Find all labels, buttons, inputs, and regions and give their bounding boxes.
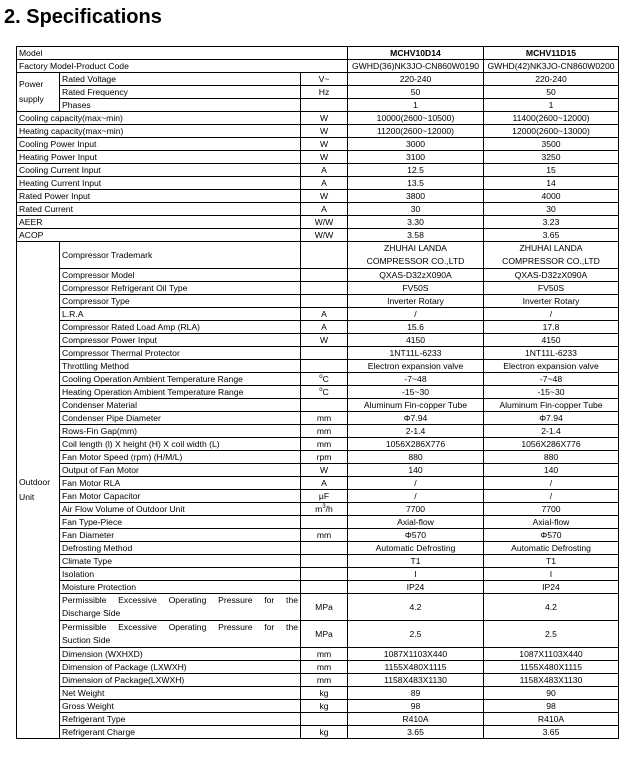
unit-cell: W [301, 138, 348, 151]
model-header-2: MCHV11D15 [484, 47, 619, 60]
value-model-1: 4.2 [348, 594, 484, 621]
value-model-1: 3000 [348, 138, 484, 151]
value-model-2: 1 [484, 99, 619, 112]
value-model-2: 3.65 [484, 229, 619, 242]
value-model-1: 3.58 [348, 229, 484, 242]
value-model-1: Φ570 [348, 529, 484, 542]
unit-cell: W [301, 125, 348, 138]
table-row [17, 282, 619, 295]
unit-cell [301, 386, 348, 399]
value-model-2: 98 [484, 700, 619, 713]
table-row-air-flow [17, 503, 619, 516]
param-label: Condenser Pipe Diameter [60, 412, 301, 425]
value-model-2: Φ570 [484, 529, 619, 542]
value-model-1: / [348, 308, 484, 321]
param-label: Dimension (WXHXD) [60, 648, 301, 661]
table-row [17, 490, 619, 503]
table-row [17, 177, 619, 190]
value-model-1: Axial-flow [348, 516, 484, 529]
value-model-1: 880 [348, 451, 484, 464]
value-line: ZHUHAI LANDA [383, 243, 448, 253]
param-label: Rows-Fin Gap(mm) [60, 425, 301, 438]
value-model-2: 1155X480X1115 [484, 661, 619, 674]
unit-cell: A [301, 177, 348, 190]
value-model-1: 98 [348, 700, 484, 713]
value-model-2: 2.5 [484, 621, 619, 648]
value-model-2: 4.2 [484, 594, 619, 621]
param-label: Defrosting Method [60, 542, 301, 555]
value-line: ZHUHAI LANDA [519, 243, 583, 253]
unit-cell: rpm [301, 451, 348, 464]
value-model-1: / [348, 477, 484, 490]
table-row-model [17, 47, 619, 60]
unit-cell: W/W [301, 229, 348, 242]
param-label: Phases [60, 99, 301, 112]
unit-cell [301, 360, 348, 373]
value-model-1 [348, 242, 484, 269]
param-label: Compressor Trademark [60, 242, 301, 269]
table-row [17, 308, 619, 321]
param-label [60, 621, 301, 648]
unit-cell [301, 282, 348, 295]
value-model-2: 4000 [484, 190, 619, 203]
unit-cell: W [301, 334, 348, 347]
value-model-2: 11400(2600~12000) [484, 112, 619, 125]
value-model-1: Inverter Rotary [348, 295, 484, 308]
value-model-1: 12.5 [348, 164, 484, 177]
value-model-1: 50 [348, 86, 484, 99]
param-line: Permissible Excessive Operating Pressure for the [62, 622, 298, 632]
value-model-1: 140 [348, 464, 484, 477]
unit-cell [301, 713, 348, 726]
value-model-2: QXAS-D32zX090A [484, 269, 619, 282]
unit-cell: mm [301, 648, 348, 661]
value-model-2: 1NT11L-6233 [484, 347, 619, 360]
value-model-2: IP24 [484, 581, 619, 594]
value-model-2: R410A [484, 713, 619, 726]
value-model-1: Aluminum Fin-copper Tube [348, 399, 484, 412]
value-model-2: 7700 [484, 503, 619, 516]
table-row [17, 726, 619, 739]
value-model-2: 30 [484, 203, 619, 216]
unit-cell [301, 269, 348, 282]
value-model-1: R410A [348, 713, 484, 726]
value-model-1: 1155X480X1115 [348, 661, 484, 674]
value-model-1: IP24 [348, 581, 484, 594]
param-label: Cooling Current Input [17, 164, 301, 177]
table-row [17, 687, 619, 700]
value-model-2: 12000(2600~13000) [484, 125, 619, 138]
unit-cell: MPa [301, 621, 348, 648]
value-model-1: 30 [348, 203, 484, 216]
value-model-1: 1087X1103X440 [348, 648, 484, 661]
value-model-2: Axial-flow [484, 516, 619, 529]
value-model-2: 2-1.4 [484, 425, 619, 438]
value-model-2: I [484, 568, 619, 581]
value-model-2: 3250 [484, 151, 619, 164]
param-label: Heating capacity(max~min) [17, 125, 301, 138]
param-label: Net Weight [60, 687, 301, 700]
value-model-2: FV50S [484, 282, 619, 295]
unit-cell: mm [301, 425, 348, 438]
table-row-pressure [17, 594, 619, 621]
unit-cell: W [301, 151, 348, 164]
table-row [17, 99, 619, 112]
value-model-2: 3500 [484, 138, 619, 151]
table-row [17, 581, 619, 594]
param-label: Air Flow Volume of Outdoor Unit [60, 503, 301, 516]
value-model-1: 13.5 [348, 177, 484, 190]
param-label: Fan Diameter [60, 529, 301, 542]
value-model-2: 90 [484, 687, 619, 700]
param-line: Discharge Side [62, 608, 121, 618]
degree-symbol: o [319, 387, 323, 394]
param-label: Compressor Rated Load Amp (RLA) [60, 321, 301, 334]
outdoor-unit-group-label: Outdoor Unit [17, 242, 60, 739]
unit-cell: mm [301, 438, 348, 451]
value-model-2: 3.65 [484, 726, 619, 739]
value-model-1: I [348, 568, 484, 581]
value-model-1: Automatic Defrosting [348, 542, 484, 555]
unit-cell: mm [301, 529, 348, 542]
unit-cell [301, 347, 348, 360]
param-label: Heating Operation Ambient Temperature Range [60, 386, 301, 399]
value-model-2: -15~30 [484, 386, 619, 399]
table-row [17, 360, 619, 373]
unit-cell: MPa [301, 594, 348, 621]
table-row [17, 464, 619, 477]
table-row [17, 138, 619, 151]
unit-cell: W [301, 190, 348, 203]
table-row [17, 125, 619, 138]
param-label: Rated Voltage [60, 73, 301, 86]
value-line: COMPRESSOR CO.,LTD [366, 256, 465, 266]
value-model-2: 880 [484, 451, 619, 464]
unit-cell: μF [301, 490, 348, 503]
unit-cell [301, 99, 348, 112]
param-label: ACOP [17, 229, 301, 242]
value-model-2: 1087X1103X440 [484, 648, 619, 661]
unit-cell: kg [301, 700, 348, 713]
unit-text: C [322, 374, 329, 384]
param-label: Moisture Protection [60, 581, 301, 594]
unit-cell: A [301, 203, 348, 216]
param-label: Compressor Type [60, 295, 301, 308]
value-model-1: 4150 [348, 334, 484, 347]
value-model-2: Φ7.94 [484, 412, 619, 425]
value-line: COMPRESSOR CO.,LTD [502, 256, 600, 266]
table-row [17, 229, 619, 242]
value-model-1: 1056X286X776 [348, 438, 484, 451]
unit-cell: A [301, 164, 348, 177]
model-label: Model [17, 47, 348, 60]
table-row-compressor-trademark [17, 242, 619, 269]
param-label: Compressor Model [60, 269, 301, 282]
unit-cell [301, 295, 348, 308]
param-label: Throttling Method [60, 360, 301, 373]
table-row [17, 568, 619, 581]
specifications-table [16, 46, 619, 739]
param-label: Dimension of Package(LXWXH) [60, 674, 301, 687]
unit-cell [301, 399, 348, 412]
unit-cell: W [301, 464, 348, 477]
value-model-2: 50 [484, 86, 619, 99]
table-row [17, 555, 619, 568]
value-model-1: 2.5 [348, 621, 484, 648]
table-row [17, 373, 619, 386]
param-label: Refrigerant Charge [60, 726, 301, 739]
unit-superscript: 3 [322, 504, 326, 511]
value-model-1: 1158X483X1130 [348, 674, 484, 687]
value-model-1: 7700 [348, 503, 484, 516]
param-label: Fan Type-Piece [60, 516, 301, 529]
table-row-pressure [17, 621, 619, 648]
value-model-1: 1 [348, 99, 484, 112]
param-label: Dimension of Package (LXWXH) [60, 661, 301, 674]
value-model-2: Automatic Defrosting [484, 542, 619, 555]
param-label: Cooling capacity(max~min) [17, 112, 301, 125]
table-row [17, 269, 619, 282]
unit-cell [301, 242, 348, 269]
value-model-1: -15~30 [348, 386, 484, 399]
table-row [17, 334, 619, 347]
value-model-1: 220-240 [348, 73, 484, 86]
table-row [17, 412, 619, 425]
page-title: 2. Specifications [4, 6, 162, 28]
table-row [17, 451, 619, 464]
value-model-1: 11200(2600~12000) [348, 125, 484, 138]
table-row [17, 386, 619, 399]
value-model-1: 3800 [348, 190, 484, 203]
power-supply-group-label: Power supply [17, 73, 60, 112]
table-row [17, 438, 619, 451]
table-row [17, 295, 619, 308]
value-model-1: T1 [348, 555, 484, 568]
table-row [17, 190, 619, 203]
unit-cell: A [301, 477, 348, 490]
value-model-1: 3100 [348, 151, 484, 164]
param-label: Heating Power Input [17, 151, 301, 164]
unit-cell: kg [301, 726, 348, 739]
value-model-1: Φ7.94 [348, 412, 484, 425]
table-row [17, 216, 619, 229]
unit-cell: kg [301, 687, 348, 700]
value-model-2: Aluminum Fin-copper Tube [484, 399, 619, 412]
param-label: L.R.A [60, 308, 301, 321]
value-model-2: T1 [484, 555, 619, 568]
param-label: Cooling Power Input [17, 138, 301, 151]
unit-cell: A [301, 321, 348, 334]
factory-code-value-2: GWHD(42)NK3JO-CN860W0200 [484, 60, 619, 73]
param-label: Fan Motor Speed (rpm) (H/M/L) [60, 451, 301, 464]
param-label: Refrigerant Type [60, 713, 301, 726]
param-label: Compressor Refrigerant Oil Type [60, 282, 301, 295]
unit-cell: mm [301, 674, 348, 687]
unit-cell: V~ [301, 73, 348, 86]
model-header-1: MCHV10D14 [348, 47, 484, 60]
unit-cell [301, 555, 348, 568]
degree-symbol: o [319, 374, 323, 381]
unit-cell [301, 373, 348, 386]
table-row [17, 86, 619, 99]
param-line: Permissible Excessive Operating Pressure for the [62, 595, 298, 605]
unit-cell: mm [301, 661, 348, 674]
table-row [17, 164, 619, 177]
table-row [17, 661, 619, 674]
table-row [17, 151, 619, 164]
value-model-1: 2-1.4 [348, 425, 484, 438]
value-model-2: 3.23 [484, 216, 619, 229]
value-model-2: 17.8 [484, 321, 619, 334]
value-model-2: 14 [484, 177, 619, 190]
unit-cell: W/W [301, 216, 348, 229]
table-row [17, 542, 619, 555]
param-label: Fan Motor RLA [60, 477, 301, 490]
unit-cell [301, 568, 348, 581]
unit-cell [301, 581, 348, 594]
unit-cell: A [301, 308, 348, 321]
param-label [60, 594, 301, 621]
param-label: Output of Fan Motor [60, 464, 301, 477]
value-model-1: / [348, 490, 484, 503]
value-model-2: 1056X286X776 [484, 438, 619, 451]
param-label: Gross Weight [60, 700, 301, 713]
value-model-2 [484, 242, 619, 269]
value-model-2: Inverter Rotary [484, 295, 619, 308]
unit-cell [301, 503, 348, 516]
value-model-1: 3.30 [348, 216, 484, 229]
value-model-1: QXAS-D32zX090A [348, 269, 484, 282]
param-label: Rated Power Input [17, 190, 301, 203]
value-model-2: / [484, 490, 619, 503]
value-model-2: 140 [484, 464, 619, 477]
value-model-2: 4150 [484, 334, 619, 347]
table-row [17, 321, 619, 334]
value-model-1: 1NT11L-6233 [348, 347, 484, 360]
table-row [17, 713, 619, 726]
value-model-2: 220-240 [484, 73, 619, 86]
value-model-2: / [484, 477, 619, 490]
unit-text: C [322, 387, 329, 397]
unit-cell [301, 516, 348, 529]
value-model-1: 3.65 [348, 726, 484, 739]
table-row [17, 674, 619, 687]
factory-code-value-1: GWHD(36)NK3JO-CN860W0190 [348, 60, 484, 73]
value-model-1: 89 [348, 687, 484, 700]
factory-code-label: Factory Model-Product Code [17, 60, 348, 73]
table-row [17, 399, 619, 412]
param-label: Compressor Power Input [60, 334, 301, 347]
table-row [17, 73, 619, 86]
table-row [17, 516, 619, 529]
param-label: Compressor Thermal Protector [60, 347, 301, 360]
param-label: AEER [17, 216, 301, 229]
param-label: Rated Frequency [60, 86, 301, 99]
value-model-1: -7~48 [348, 373, 484, 386]
value-model-1: Electron expansion valve [348, 360, 484, 373]
param-label: Rated Current [17, 203, 301, 216]
unit-cell: mm [301, 412, 348, 425]
param-label: Climate Type [60, 555, 301, 568]
unit-cell [301, 542, 348, 555]
value-model-2: 15 [484, 164, 619, 177]
table-row [17, 347, 619, 360]
value-model-2: Electron expansion valve [484, 360, 619, 373]
unit-cell: Hz [301, 86, 348, 99]
table-row [17, 529, 619, 542]
table-row [17, 477, 619, 490]
param-label: Heating Current Input [17, 177, 301, 190]
param-label: Fan Motor Capacitor [60, 490, 301, 503]
value-model-1: 10000(2600~10500) [348, 112, 484, 125]
param-line: Suction Side [62, 635, 111, 645]
value-model-1: FV50S [348, 282, 484, 295]
value-model-2: -7~48 [484, 373, 619, 386]
param-label: Cooling Operation Ambient Temperature Range [60, 373, 301, 386]
unit-text: /h [325, 504, 333, 514]
table-row [17, 203, 619, 216]
param-label: Isolation [60, 568, 301, 581]
table-row [17, 648, 619, 661]
value-model-1: 15.6 [348, 321, 484, 334]
value-model-2: / [484, 308, 619, 321]
table-row [17, 112, 619, 125]
table-row [17, 700, 619, 713]
param-label: Coil length (l) X height (H) X coil width (L) [60, 438, 301, 451]
table-row [17, 425, 619, 438]
unit-cell: W [301, 112, 348, 125]
param-label: Condenser Material [60, 399, 301, 412]
value-model-2: 1158X483X1130 [484, 674, 619, 687]
unit-text: m [315, 504, 323, 514]
table-row-factory-code [17, 60, 619, 73]
